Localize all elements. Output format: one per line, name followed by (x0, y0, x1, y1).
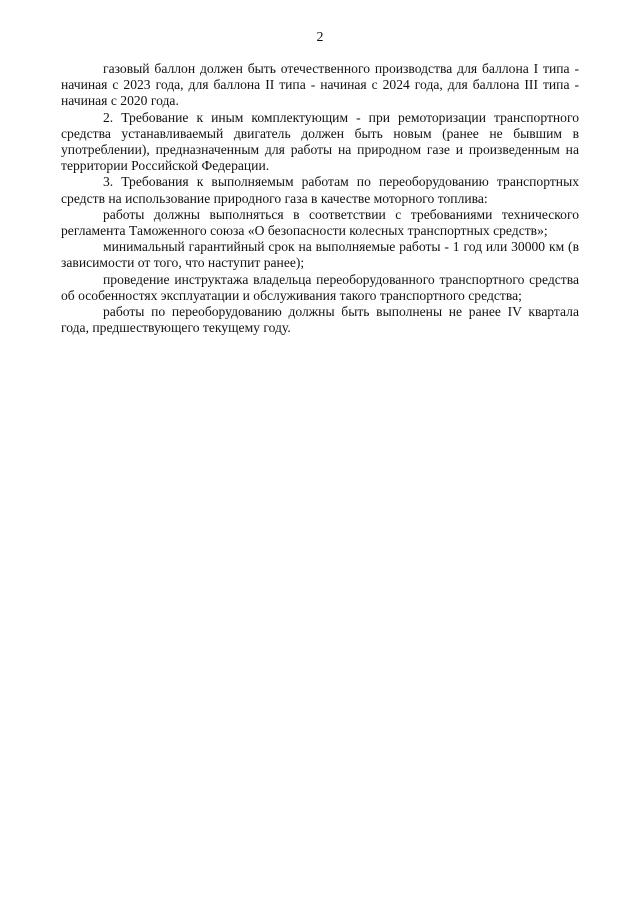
paragraph-components-requirement: 2. Требование к иным комплектующим - при ремоторизации транспортного средства устанавливаемый двигатель должен быть новым (ранее не бывшим в употреблении), предназначенным для работы на природном газе и произведенным на территории Российской Федерации. (61, 109, 579, 174)
document-body (61, 61, 579, 336)
paragraph-works-requirement: 3. Требования к выполняемым работам по переоборудованию транспортных средств на использование природного газа в качестве моторного топлива: (61, 174, 579, 206)
paragraph-gas-cylinder: газовый баллон должен быть отечественного производства для баллона I типа - начиная с 2023 года, для баллона II типа - начиная с 2024 года, для баллона III типа - начиная с 2020 года. (61, 61, 579, 109)
paragraph-technical-regulation: работы должны выполняться в соответствии с требованиями технического регламента Таможенного союза «О безопасности колесных транспортных средств»; (61, 206, 579, 239)
paragraph-warranty: минимальный гарантийный срок на выполняемые работы - 1 год или 30000 км (в зависимости от того, что наступит ранее); (61, 239, 579, 271)
paragraph-work-timing: работы по переоборудованию должны быть выполнены не ранее IV квартала года, предшествующего текущему году. (61, 304, 579, 336)
paragraph-owner-briefing: проведение инструктажа владельца переоборудованного транспортного средства об особенностях эксплуатации и обслуживания такого транспортного средства; (61, 271, 579, 303)
page-number: 2 (316, 30, 324, 45)
